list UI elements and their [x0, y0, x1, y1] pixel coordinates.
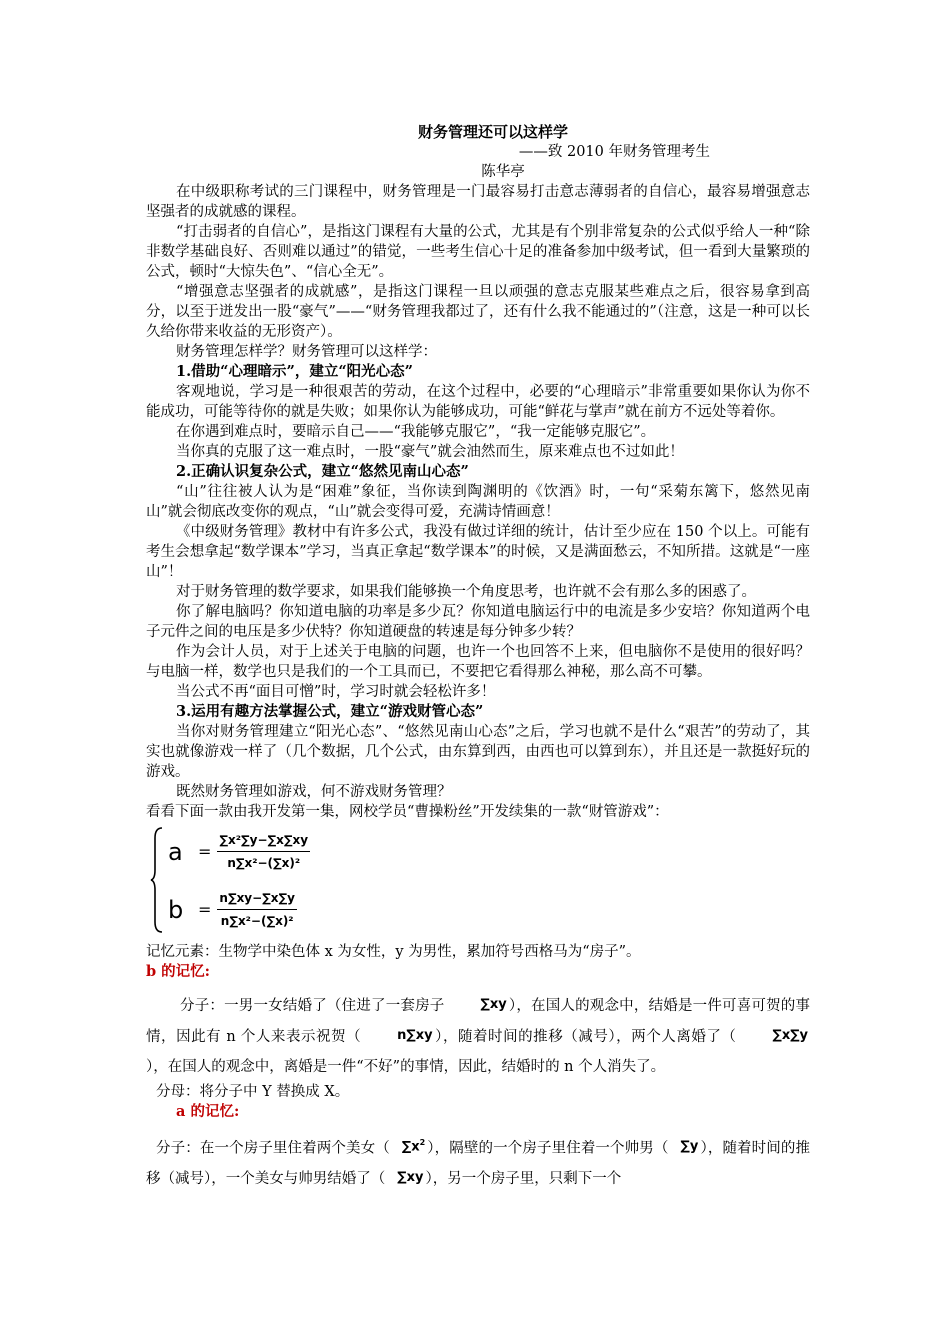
left-brace-icon [150, 826, 164, 934]
a-memory-label: a 的记忆: [176, 1103, 240, 1120]
formula-a-fraction [217, 830, 310, 873]
paragraph: “山”往往被人认为是“困难”象征，当你读到陶渊明的《饮酒》时，一句“采菊东篱下，悠然见南山”就会彻底改变你的观点，“山”就会变得可爱，充满诗情画意！ [146, 484, 810, 520]
text-span: ），在国人的观念中，结婚是一件可喜可贺的事情，因此有 n 个人来表示祝贺（ [146, 998, 810, 1045]
formula-a-numerator: ∑x²∑y−∑x∑xy [217, 830, 310, 852]
text-span: 分子：一男一女结婚了（住进了一套房子 [180, 998, 445, 1014]
math-sum-y: ∑y [680, 1139, 699, 1155]
b-memory-numerator [146, 990, 810, 1082]
formula-b-fraction [217, 888, 297, 931]
section-heading: 1.借助“心理暗示”，建立“阳光心态” [176, 363, 413, 380]
paragraph: 在中级职称考试的三门课程中，财务管理是一门最容易打击意志薄弱者的自信心，最容易增强意志坚强者的成就感的课程。 [146, 184, 810, 220]
paragraph: 既然财务管理如游戏，何不游戏财务管理？ [176, 784, 452, 800]
paragraph: 在你遇到难点时，要暗示自己——“我能够克服它”，“我一定能够克服它”。 [176, 424, 656, 440]
regression-formula [146, 826, 810, 936]
formula-b-variable: b [168, 895, 184, 924]
document-page [146, 122, 810, 1194]
text-span: ），随着时间的推移（减号），一个美女与帅男结婚了（ [146, 1140, 811, 1188]
math-sum-xy: ∑xy [397, 1170, 424, 1186]
math-sum-x-sum-y: ∑x∑y [772, 1028, 809, 1043]
paragraph: 当你对财务管理建立“阳光心态”、“悠然见南山心态”之后，学习也就不是什么“艰苦”的劳动了，其实也就像游戏一样了（几个数据，几个公式，由东算到西，由西也可以算到东），并且还是一款挺好玩的游戏。 [146, 724, 810, 780]
paragraph: 对于财务管理的数学要求，如果我们能够换一个角度思考，也许就不会有那么多的困惑了。 [176, 584, 756, 600]
section-heading: 3.运用有趣方法掌握公式，建立“游戏财管心态” [176, 703, 484, 720]
paragraph: 《中级财务管理》教材中有许多公式，我没有做过详细的统计，估计至少应在 150 个以上。可能有考生会想拿起“数学课本”学习，当真正拿起“数学课本”的时候，又是满面愁云，不知所措。这就是“一座山”！ [146, 524, 810, 580]
formula-a-denominator: n∑x²−(∑x)² [227, 856, 301, 870]
text-span: ），另一个房子里，只剩下一个 [425, 1171, 622, 1188]
math-n-sum-xy: n∑xy [397, 1028, 433, 1043]
paragraph: 作为会计人员，对于上述关于电脑的问题，也许一个也回答不上来，但电脑你不是使用的很好吗？与电脑一样，数学也只是我们的一个工具而已，不要把它看得那么神秘，那么高不可攀。 [146, 644, 810, 680]
formula-b-denominator: n∑x²−(∑x)² [220, 914, 294, 928]
paragraph: “打击弱者的自信心”，是指这门课程有大量的公式，尤其是有个别非常复杂的公式似乎给人一种“除非数学基础良好、否则难以通过”的错觉，一些考生信心十足的准备参加中级考试，但一看到大量繁琐的公式，顿时“大惊失色”、“信心全无”。 [146, 224, 810, 280]
text-span: ），在国人的观念中，离婚是一件“不好”的事情，因此，结婚时的 n 个人消失了。 [146, 1059, 666, 1075]
paragraph: 记忆元素：生物学中染色体 x 为女性，y 为男性，累加符号西格马为“房子”。 [146, 944, 641, 960]
paragraph: 财务管理怎样学？财务管理可以这样学： [176, 344, 437, 360]
math-sum-xy: ∑xy [480, 997, 507, 1012]
a-memory-numerator [146, 1128, 810, 1194]
paragraph: “增强意志坚强者的成就感”，是指这门课程一旦以顽强的意志克服某些难点之后，很容易拿到高分，以至于迸发出一股“豪气”——“财务管理我都过了，还有什么我不能通过的”（注意，这是一种可以长久给你带来收益的无形资产）。 [146, 284, 810, 340]
document-subtitle: ——致 2010 年财务管理考生 [518, 144, 710, 160]
formula-equals: = [198, 899, 212, 919]
b-memory-denominator: 分母：将分子中 Y 替换成 X。 [156, 1084, 350, 1100]
formula-a-variable: a [168, 837, 183, 866]
formula-a-row [168, 830, 310, 873]
document-author: 陈华亭 [481, 164, 525, 180]
paragraph: 你了解电脑吗？你知道电脑的功率是多少瓦？你知道电脑运行中的电流是多少安培？你知道两个电子元件之间的电压是多少伏特？你知道硬盘的转速是每分钟多少转？ [146, 604, 810, 640]
text-span: ），隔壁的一个房子里住着一个帅男（ [427, 1140, 669, 1157]
paragraph: 客观地说，学习是一种很艰苦的劳动，在这个过程中，必要的“心理暗示”非常重要如果你认为你不能成功，可能等待你的就是失败；如果你认为能够成功，可能“鲜花与掌声”就在前方不远处等着你。 [146, 384, 810, 420]
formula-b-numerator: n∑xy−∑x∑y [217, 888, 297, 910]
formula-equals: = [198, 841, 212, 861]
b-memory-label: b 的记忆: [146, 963, 211, 980]
text-span: ），随着时间的推移（减号），两个人离婚了（ [434, 1029, 737, 1045]
document-title: 财务管理还可以这样学 [417, 123, 568, 141]
section-heading: 2.正确认识复杂公式，建立“悠然见南山心态” [176, 463, 469, 480]
paragraph: 当公式不再“面目可憎”时，学习时就会轻松许多！ [176, 684, 496, 700]
text-span: 分子：在一个房子里住着两个美女（ [156, 1140, 390, 1157]
paragraph: 看看下面一款由我开发第一集，网校学员“曹操粉丝”开发续集的一款“财管游戏”： [146, 804, 669, 820]
formula-b-row [168, 888, 297, 931]
math-sum-x2: $\sum x^2$ [401, 1138, 426, 1155]
paragraph: 当你真的克服了这一难点时，一股“豪气”就会油然而生，原来难点也不过如此！ [176, 444, 684, 460]
